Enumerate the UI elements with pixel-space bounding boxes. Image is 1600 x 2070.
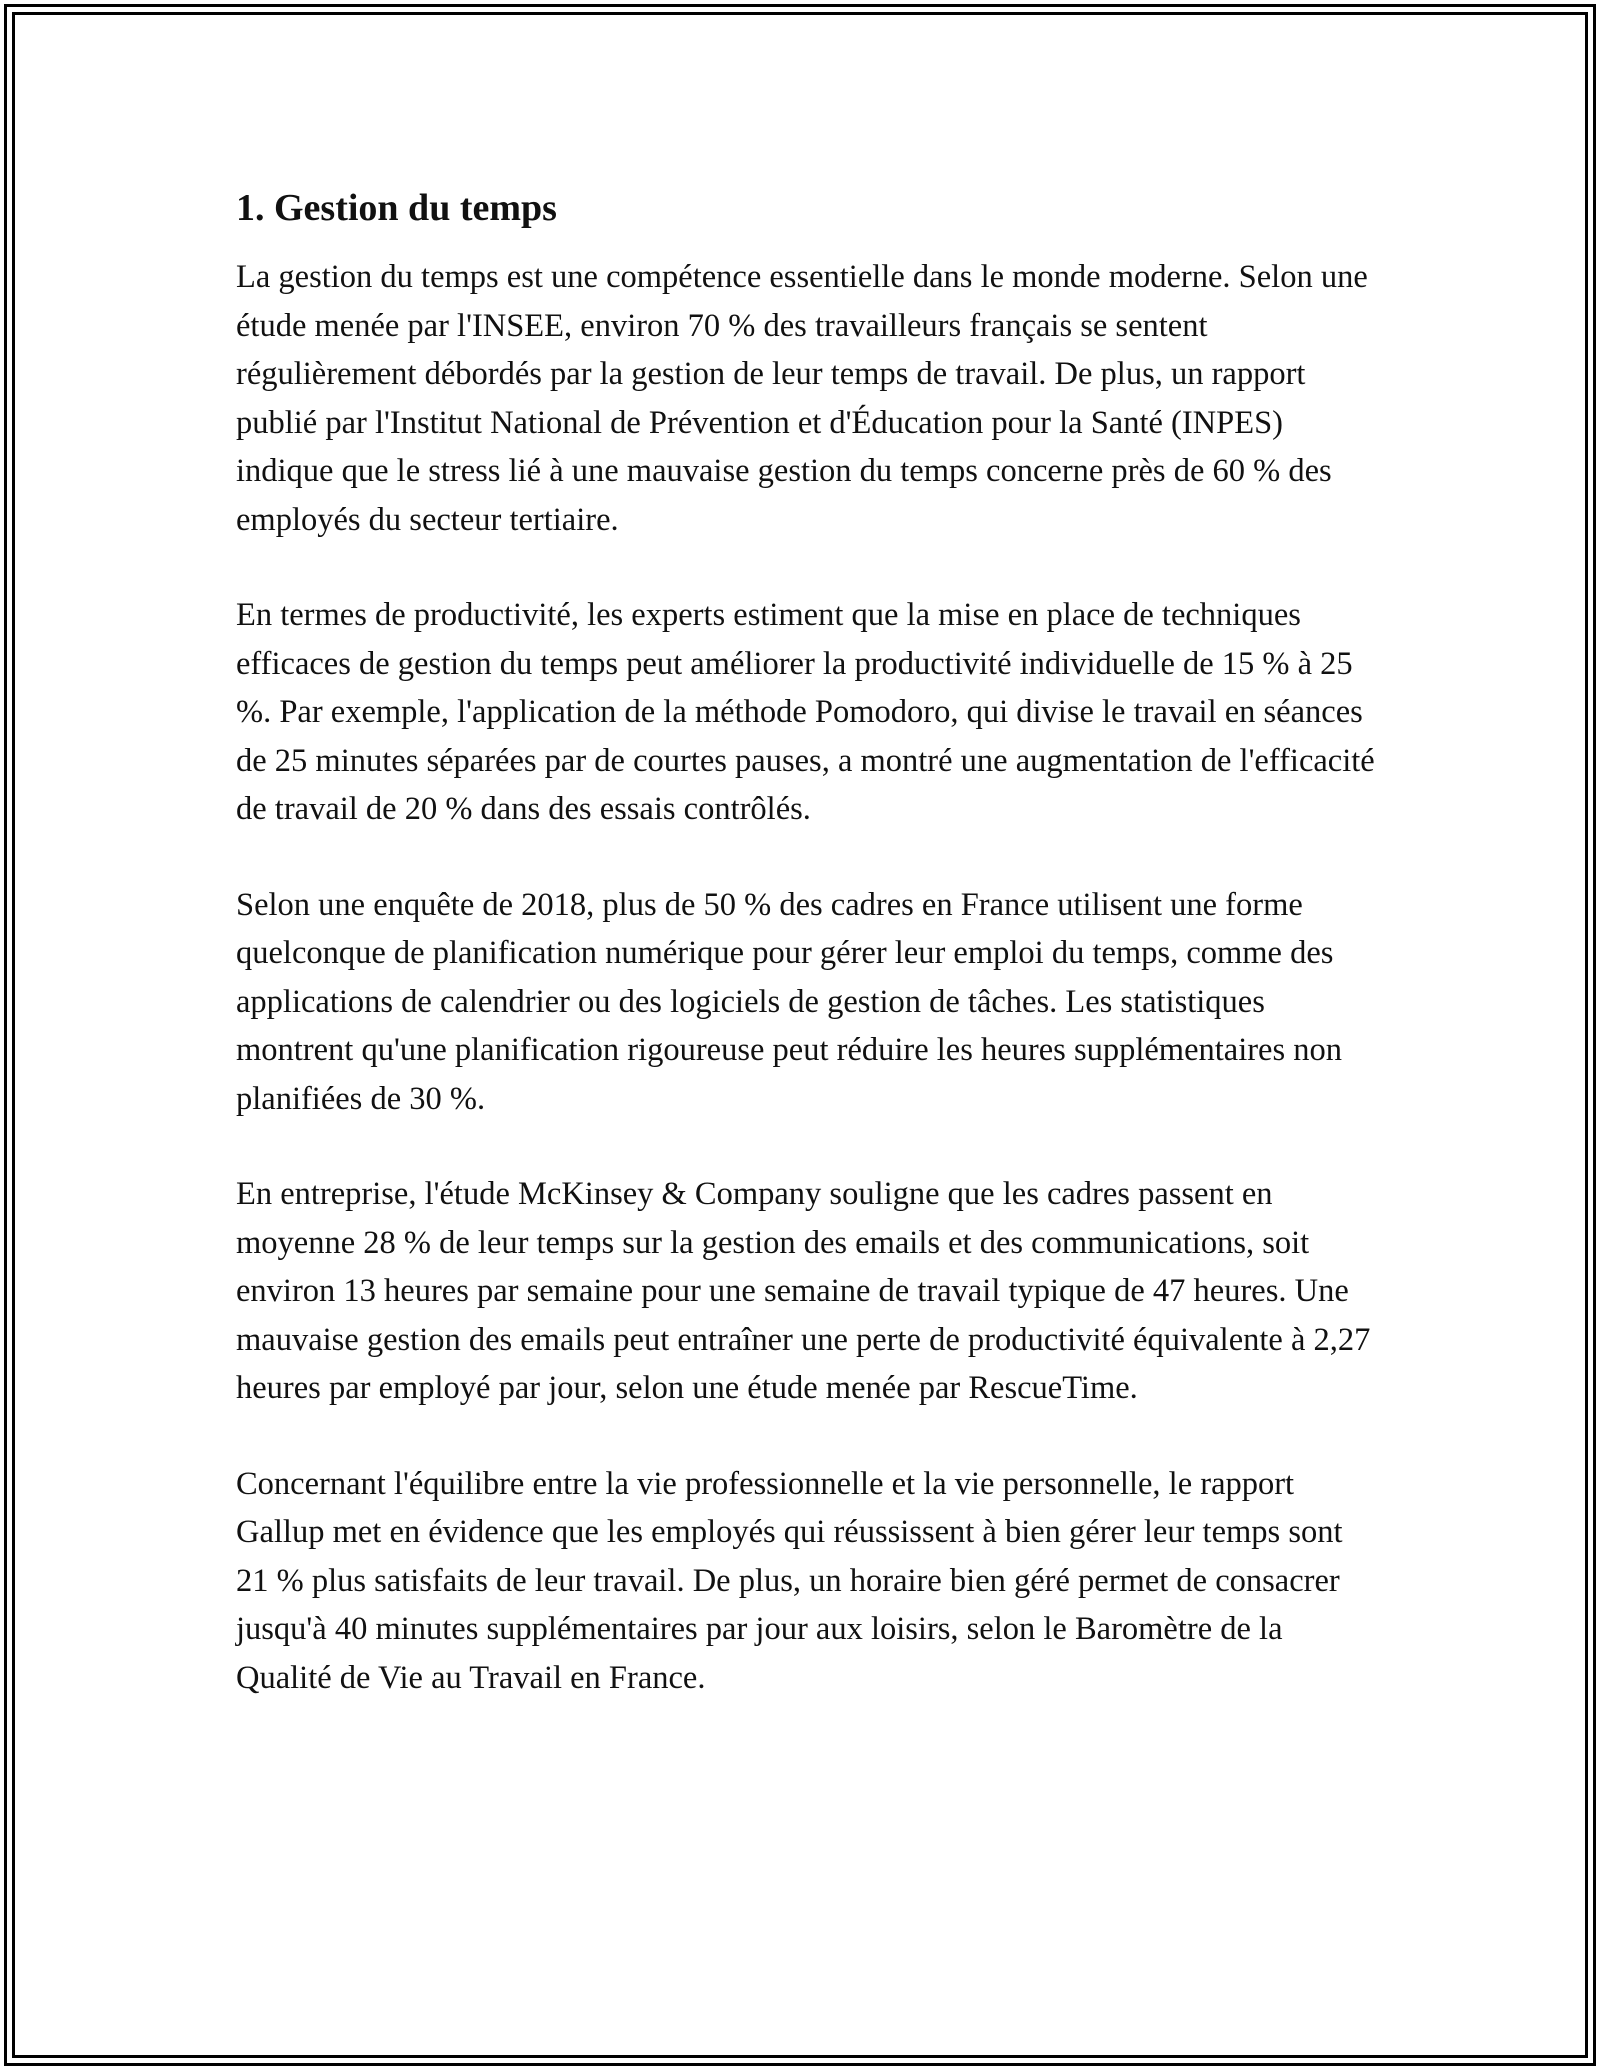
document-body: [236, 184, 1376, 1749]
paragraph-email-management: En entreprise, l'étude McKinsey & Company souligne que les cadres passent en moyenne 28 % de leur temps sur la gestion des emails et des communications, soit environ 13 heures par semaine pour une semaine de travail typique de 47 heures. Une mauvaise gestion des emails peut entraîner une perte de productivité équivalente à 2,27 heures par employé par jour, selon une étude menée par RescueTime.: [236, 1176, 1371, 1406]
paragraph-productivity: En termes de productivité, les experts estiment que la mise en place de techniques efficaces de gestion du temps peut améliorer la productivité individuelle de 15 % à 25 %. Par exemple, l'application de la méthode Pomodoro, qui divise le travail en séances de 25 minutes séparées par de courtes pauses, a montré une augmentation de l'efficacité de travail de 20 % dans des essais contrôlés.: [236, 597, 1375, 827]
section-heading: 1. Gestion du temps: [236, 187, 557, 229]
paragraph-digital-planning: Selon une enquête de 2018, plus de 50 % des cadres en France utilisent une forme quelconque de planification numérique pour gérer leur emploi du temps, comme des applications de calendrier ou des logiciels de gestion de tâches. Les statistiques montrent qu'une planification rigoureuse peut réduire les heures supplémentaires non planifiées de 30 %.: [236, 886, 1342, 1117]
paragraph-time-management-intro: La gestion du temps est une compétence essentielle dans le monde moderne. Selon une étude menée par l'INSEE, environ 70 % des travailleurs français se sentent régulièrement débordés par la gestion de leur temps de travail. De plus, un rapport publié par l'Institut National de Prévention et d'Éducation pour la Santé (INPES) indique que le stress lié à une mauvaise gestion du temps concerne près de 60 % des employés du secteur tertiaire.: [236, 259, 1368, 538]
paragraph-work-life-balance: Concernant l'équilibre entre la vie professionnelle et la vie personnelle, le rapport Gallup met en évidence que les employés qui réussissent à bien gérer leur temps sont 21 % plus satisfaits de leur travail. De plus, un horaire bien géré permet de consacrer jusqu'à 40 minutes supplémentaires par jour aux loisirs, selon le Baromètre de la Qualité de Vie au Travail en France.: [236, 1465, 1343, 1696]
